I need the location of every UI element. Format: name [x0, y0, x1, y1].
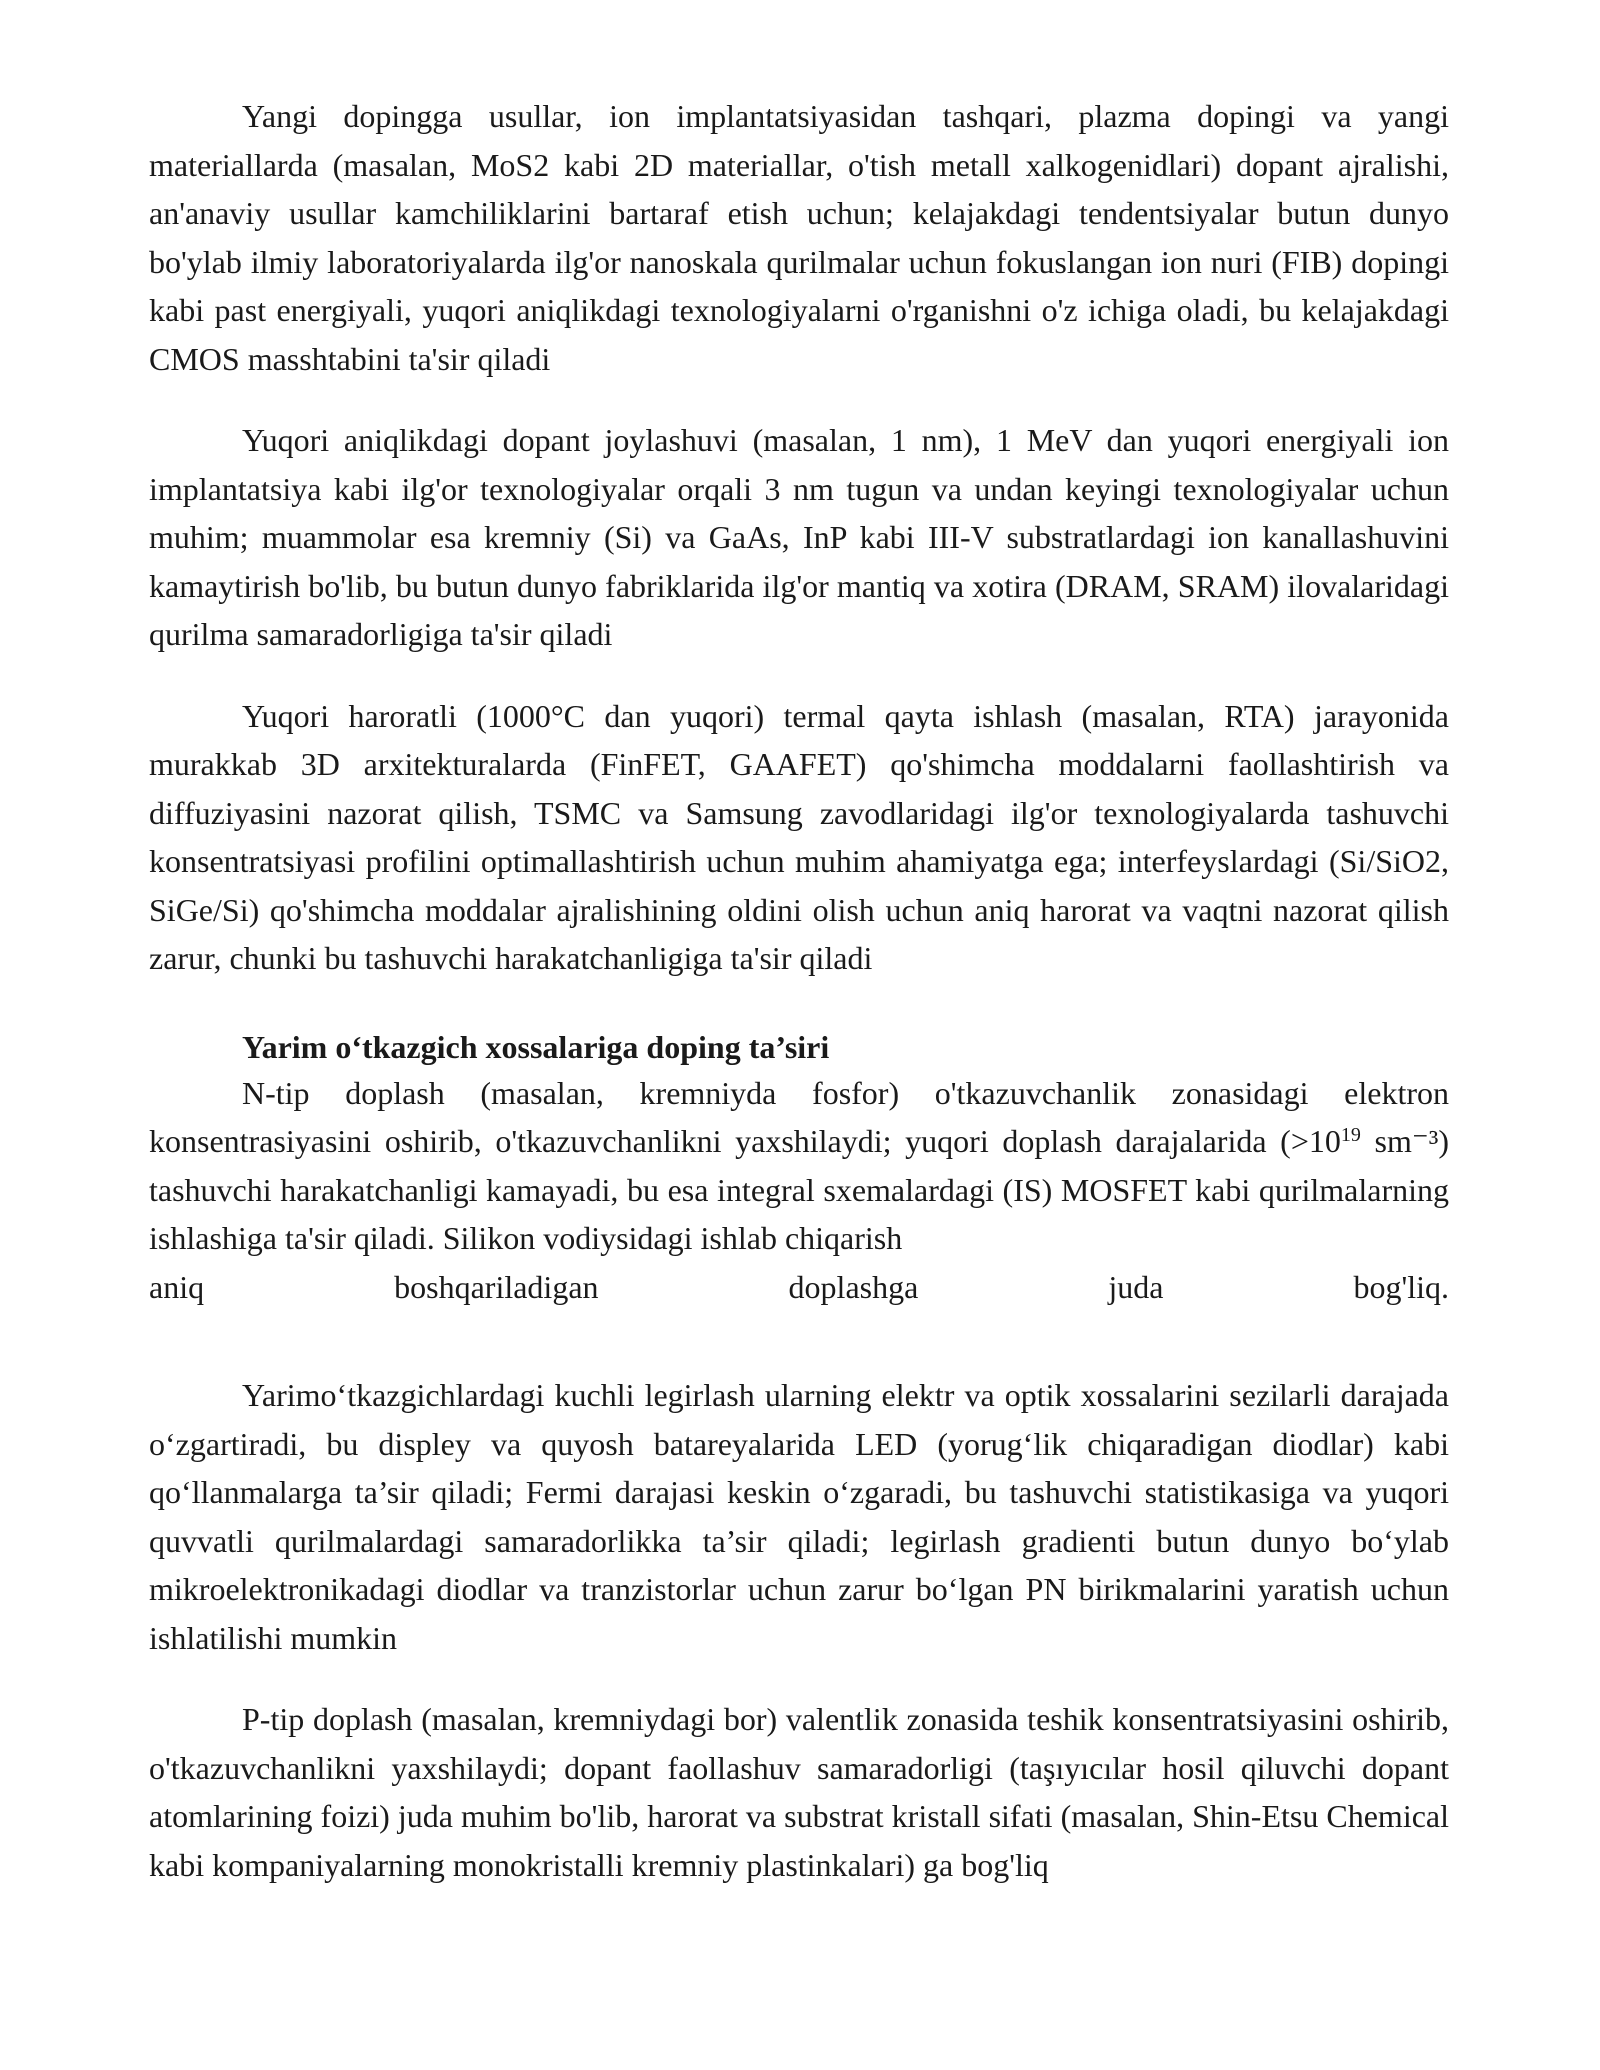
document-page	[149, 92, 1449, 1889]
n-type-text-end: ) tashuvchi harakatchanligi kamayadi, bu esa integral sxemalardagi (IS) MOSFET kabi qurilmalarning ishlashiga ta'sir qiladi. Silikon vodiysidagi ishlab chiqarish	[149, 1123, 1450, 1256]
section-heading: Yarim o‘tkazgich xossalariga doping ta’siri	[242, 1028, 830, 1065]
paragraph-heavy-doping: Yarimo‘tkazgichlardagi kuchli legirlash ularning elektr va optik xossalarini sezilarli darajada o‘zgartiradi, bu displey va quyosh batareyalarida LED (yorug‘lik chiqaradigan diodlar) kabi qo‘llanmalarga ta’sir qiladi; Fermi darajasi keskin o‘zgaradi, bu tashuvchi statistikasiga va yuqori quvvatli qurilmalardagi samaradorlikka ta’sir qiladi; legirlash gradienti butun dunyo bo‘ylab mikroelektronikadagi diodlar va tranzistorlar uchun zarur bo‘lgan PN birikmalarini yaratish uchun ishlatilishi mumkin	[149, 1377, 1449, 1656]
paragraph-p-type-doping: P-tip doplash (masalan, kremniydagi bor) valentlik zonasida teshik konsentratsiyasini oshirib, o'tkazuvchanlikni yaxshilaydi; dopant faollashuv samaradorligi (taşıyıcılar hosil qiluvchi dopant atomlarining foizi) juda muhim bo'lib, harorat va substrat kristall sifati (masalan, Shin-Etsu Chemical kabi kompaniyalarning monokristalli kremniy plastinkalari) ga bog'liq	[149, 1701, 1449, 1883]
unit-sm: sm	[1360, 1123, 1412, 1159]
n-type-last-line: aniq boshqariladigan doplashga juda bog'liq.	[149, 1268, 1449, 1305]
exponent-minus-3: ⁻³	[1411, 1123, 1439, 1159]
exponent-19: 19	[1340, 1124, 1361, 1146]
paragraph-dopant-placement: Yuqori aniqlikdagi dopant joylashuvi (masalan, 1 nm), 1 MeV dan yuqori energiyali ion implantatsiya kabi ilg'or texnologiyalar orqali 3 nm tugun va undan keyingi texnologiyalar uchun muhim; muammolar esa kremniy (Si) va GaAs, InP kabi III-V substratlardagi ion kanallashuvini kamaytirish bo'lib, bu butun dunyo fabriklarida ilg'or mantiq va xotira (DRAM, SRAM) ilovalaridagi qurilma samaradorligiga ta'sir qiladi	[149, 422, 1449, 652]
paragraph-doping-methods: Yangi dopingga usullar, ion implantatsiyasidan tashqari, plazma dopingi va yangi materiallarda (masalan, MoS2 kabi 2D materiallar, o'tish metall xalkogenidlari) dopant ajralishi, an'anaviy usullar kamchiliklarini bartaraf etish uchun; kelajakdagi tendentsiyalar butun dunyo bo'ylab ilmiy laboratoriyalarda ilg'or nanoskala qurilmalar uchun fokuslangan ion nuri (FIB) dopingi kabi past energiyali, yuqori aniqlikdagi texnologiyalarni o'rganishni o'z ichiga oladi, bu kelajakdagi CMOS masshtabini ta'sir qiladi	[149, 98, 1449, 377]
n-type-text-start: N-tip doplash (masalan, kremniyda fosfor) o'tkazuvchanlik zonasidagi elektron konsentrasiyasini oshirib, o'tkazuvchanlikni yaxshilaydi; yuqori doplash darajalarida (>10	[149, 1074, 1449, 1159]
paragraph-n-type-doping	[149, 1069, 1449, 1312]
paragraph-thermal-processing: Yuqori haroratli (1000°C dan yuqori) termal qayta ishlash (masalan, RTA) jarayonida murakkab 3D arxitekturalarda (FinFET, GAAFET) qo'shimcha moddalarni faollashtirish va diffuziyasini nazorat qilish, TSMC va Samsung zavodlaridagi ilg'or texnologiyalarda tashuvchi konsentratsiyasi profilini optimallashtirish uchun muhim ahamiyatga ega; interfeyslardagi (Si/SiO2, SiGe/Si) qo'shimcha moddalar ajralishining oldini olish uchun aniq harorat va vaqtni nazorat qilish zarur, chunki bu tashuvchi harakatchanligiga ta'sir qiladi	[149, 697, 1449, 976]
